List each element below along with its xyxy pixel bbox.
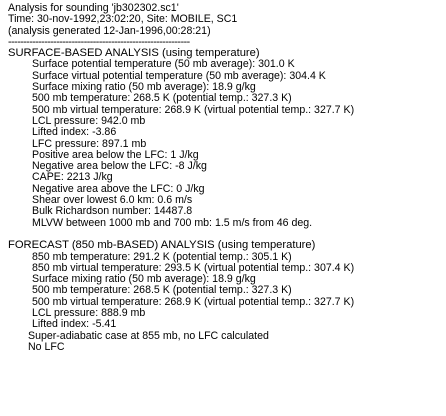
forecast-section-title: FORECAST (850 mb-BASED) ANALYSIS (using temperature) (8, 239, 316, 252)
surface-line: MLVW between 1000 mb and 700 mb: 1.5 m/s from 46 deg. (32, 216, 313, 229)
surface-line: LCL pressure: 942.0 mb (32, 114, 146, 127)
surface-line: Negative area above the LFC: 0 J/kg (32, 182, 205, 195)
surface-line: Surface potential temperature (50 mb average): 301.0 K (32, 58, 295, 71)
surface-line: Lifted index: -3.86 (32, 126, 117, 139)
surface-line: Negative area below the LFC: -8 J/kg (32, 160, 207, 173)
surface-line: 500 mb virtual temperature: 268.9 K (virtual potential temp.: 327.7 K) (32, 103, 355, 116)
forecast-line: Lifted index: -5.41 (32, 318, 117, 331)
forecast-line: 850 mb temperature: 291.2 K (potential temp.: 305.1 K) (32, 250, 292, 263)
surface-line: Positive area below the LFC: 1 J/kg (32, 148, 199, 161)
surface-line: 500 mb temperature: 268.5 K (potential temp.: 327.3 K) (32, 92, 292, 105)
header-divider: ------------------------------------------------------------ (8, 35, 190, 48)
surface-section-title: SURFACE-BASED ANALYSIS (using temperature) (8, 47, 260, 60)
forecast-note: No LFC (28, 340, 65, 353)
forecast-note: Super-adiabatic case at 855 mb, no LFC calculated (28, 329, 269, 342)
surface-line: Surface virtual potential temperature (50 mb average): 304.4 K (32, 69, 326, 82)
forecast-line: 500 mb virtual temperature: 268.9 K (virtual potential temp.: 327.7 K) (32, 295, 355, 308)
forecast-line: 500 mb temperature: 268.5 K (potential temp.: 327.3 K) (32, 284, 292, 297)
forecast-line: Surface mixing ratio (50 mb average): 18.9 g/kg (32, 273, 256, 286)
sounding-analysis-report (8, 3, 444, 353)
report-title: Analysis for sounding 'jb302302.sc1' (8, 2, 179, 14)
surface-line: Surface mixing ratio (50 mb average): 18.9 g/kg (32, 81, 256, 94)
report-time-site: Time: 30-nov-1992,23:02:20, Site: MOBILE, SC1 (8, 13, 238, 26)
forecast-line: LCL pressure: 888.9 mb (32, 307, 146, 320)
surface-line: CAPE: 2213 J/kg (32, 171, 113, 184)
surface-line: LFC pressure: 897.1 mb (32, 137, 147, 150)
surface-line: Bulk Richardson number: 14487.8 (32, 205, 193, 218)
forecast-line: 850 mb virtual temperature: 293.5 K (virtual potential temp.: 307.4 K) (32, 261, 355, 274)
report-generated: (analysis generated 12-Jan-1996,00:28:21) (8, 24, 211, 37)
surface-line: Shear over lowest 6.0 km: 0.6 m/s (32, 194, 193, 207)
